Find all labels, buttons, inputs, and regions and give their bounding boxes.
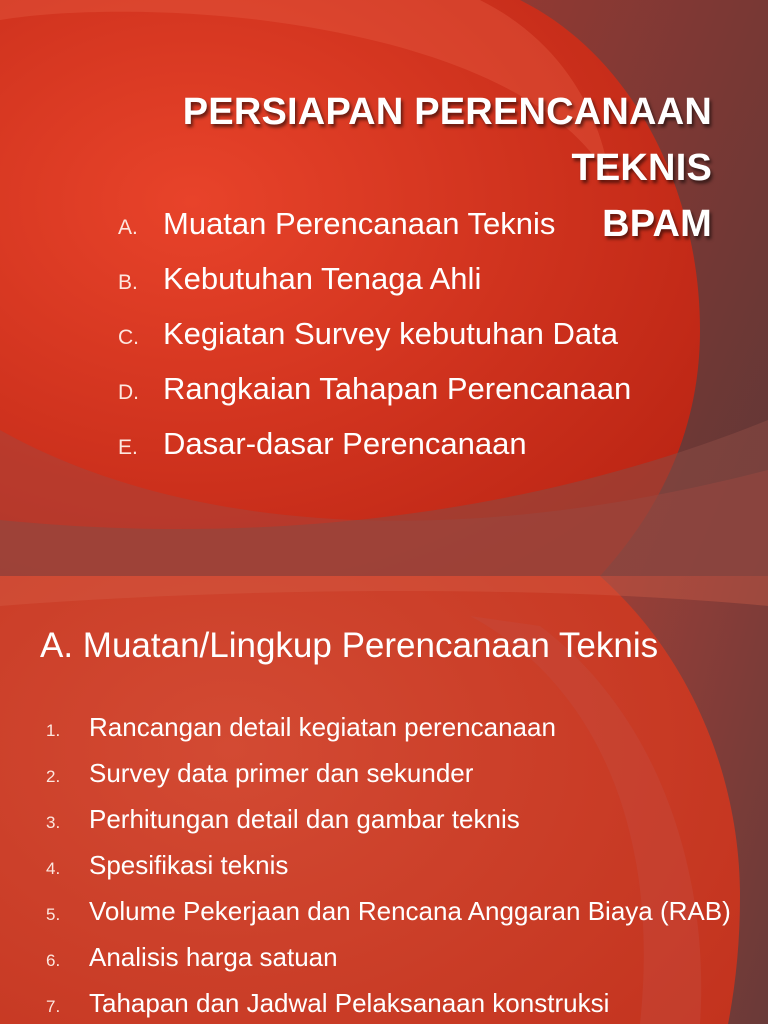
scope-number: 3. [46, 813, 61, 832]
agenda-text: Kebutuhan Tenaga Ahli [163, 261, 482, 296]
agenda-text: Muatan Perencanaan Teknis [163, 206, 556, 241]
agenda-item [118, 261, 631, 316]
agenda-item [118, 206, 631, 261]
scope-item [46, 758, 731, 804]
scope-text: Spesifikasi teknis [89, 850, 289, 880]
scope-item [46, 988, 731, 1024]
agenda-letter: A. [118, 216, 138, 239]
scope-number: 6. [46, 951, 61, 970]
agenda-letter: D. [118, 381, 139, 404]
scope-number: 1. [46, 721, 61, 740]
scope-item [46, 942, 731, 988]
title-line-2: BPAM [602, 203, 712, 245]
agenda-text: Rangkaian Tahapan Perencanaan [163, 371, 632, 406]
scope-item [46, 712, 731, 758]
slide-2-title: A. Muatan/Lingkup Perencanaan Teknis [40, 626, 659, 665]
scope-item [46, 896, 731, 942]
scope-text: Rancangan detail kegiatan perencanaan [89, 712, 556, 742]
scope-text: Analisis harga satuan [89, 942, 338, 972]
scope-text: Survey data primer dan sekunder [89, 758, 474, 788]
agenda-item [118, 426, 631, 481]
scope-number: 7. [46, 997, 61, 1016]
agenda-item [118, 371, 631, 426]
scope-item [46, 804, 731, 850]
agenda-text: Dasar-dasar Perencanaan [163, 426, 527, 461]
scope-number: 5. [46, 905, 61, 924]
slide-2 [0, 576, 768, 1024]
agenda-list [118, 206, 631, 481]
scope-number: 4. [46, 859, 61, 878]
scope-text: Perhitungan detail dan gambar teknis [89, 804, 520, 834]
scope-text: Tahapan dan Jadwal Pelaksanaan konstruksi [89, 988, 610, 1018]
agenda-text: Kegiatan Survey kebutuhan Data [163, 316, 618, 351]
agenda-letter: C. [118, 326, 139, 349]
scope-number: 2. [46, 767, 61, 786]
scope-list [46, 712, 731, 1024]
scope-text: Volume Pekerjaan dan Rencana Anggaran Biaya (RAB) [89, 896, 731, 926]
title-line-1: PERSIAPAN PERENCANAAN TEKNIS [182, 91, 712, 189]
agenda-item [118, 316, 631, 371]
scope-item [46, 850, 731, 896]
agenda-letter: E. [118, 436, 138, 459]
agenda-letter: B. [118, 271, 138, 294]
